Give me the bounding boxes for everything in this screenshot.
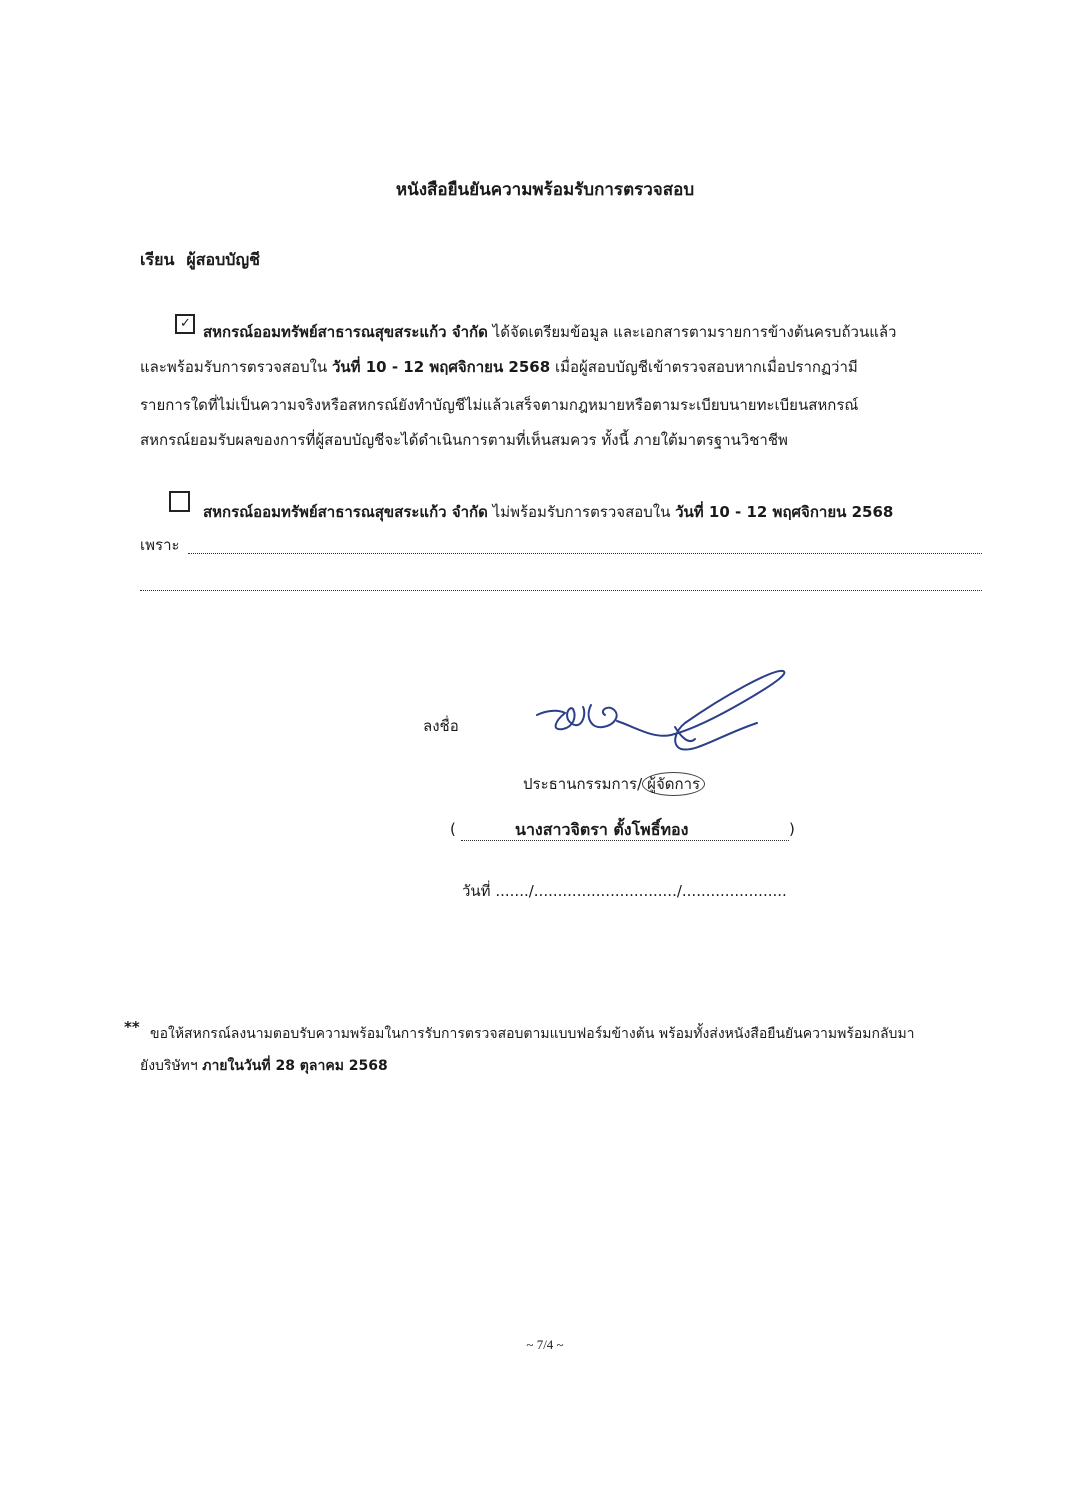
name-open-paren: (	[450, 820, 456, 838]
note-deadline: ภายในวันที่ 28 ตุลาคม 2568	[202, 1058, 388, 1074]
ready-checkbox[interactable]	[175, 314, 195, 334]
signer-name: นางสาวจิตรา ตั้งโพธิ์ทอง	[515, 820, 689, 839]
date-line	[462, 879, 787, 903]
name-close-paren: )	[789, 820, 795, 838]
date-label: วันที่	[462, 882, 491, 900]
signer-position	[523, 772, 705, 796]
ready-line-1	[203, 321, 896, 343]
checkmark-icon: ✓	[180, 316, 191, 331]
ready-line2-start: และพร้อมรับการตรวจสอบใน	[140, 358, 328, 376]
page-number: ~ 7/4 ~	[526, 1337, 564, 1352]
document-title: หนังสือยืนยันความพร้อมรับการตรวจสอบ	[395, 180, 695, 200]
ready-org-name: สหกรณ์ออมทรัพย์สาธารณสุขสระแก้ว จำกัด	[203, 323, 488, 341]
reason-label: เพราะ	[140, 536, 180, 554]
signature-image	[525, 665, 795, 765]
reason-dotted-line-1[interactable]	[188, 553, 982, 554]
note-line-2	[140, 1055, 388, 1077]
not-ready-org-name: สหกรณ์ออมทรัพย์สาธารณสุขสระแก้ว จำกัด	[203, 503, 488, 521]
ready-date-range: วันที่ 10 - 12 พฤศจิกายน 2568	[331, 358, 551, 376]
ready-line-2	[140, 356, 858, 378]
reason-dotted-line-2[interactable]	[140, 590, 982, 591]
sign-label: ลงชื่อ	[423, 717, 459, 735]
ready-line1-rest: ได้จัดเตรียมข้อมูล และเอกสารตามรายการข้างต้นครบถ้วนแล้ว	[492, 323, 897, 341]
note-marker: **	[124, 1018, 140, 1036]
position-prefix: ประธานกรรมการ/	[523, 775, 643, 793]
not-ready-date-range: วันที่ 10 - 12 พฤศจิกายน 2568	[675, 503, 894, 521]
salutation-recipient: ผู้สอบบัญชี	[186, 250, 260, 269]
date-blank[interactable]: ......./............................../......................	[495, 882, 787, 900]
not-ready-line	[203, 501, 893, 523]
ready-line-4: สหกรณ์ยอมรับผลของการที่ผู้สอบบัญชีจะได้ดำเนินการตามที่เห็นสมควร ทั้งนี้ ภายใต้มาตรฐานวิชาชีพ	[140, 431, 788, 449]
salutation	[140, 248, 260, 273]
position-circled: ผู้จัดการ	[642, 772, 705, 796]
not-ready-checkbox[interactable]	[169, 491, 190, 512]
ready-line-3: รายการใดที่ไม่เป็นความจริงหรือสหกรณ์ยังทำบัญชีไม่แล้วเสร็จตามกฎหมายหรือตามระเบียบนายทะเบียนสหกรณ์	[140, 396, 859, 414]
note-line2-start: ยังบริษัทฯ	[140, 1058, 198, 1074]
ready-line2-end: เมื่อผู้สอบบัญชีเข้าตรวจสอบหากเมื่อปรากฏว่ามี	[554, 358, 858, 376]
note-line-1: ขอให้สหกรณ์ลงนามตอบรับความพร้อมในการรับการตรวจสอบตามแบบฟอร์มข้างต้น พร้อมทั้งส่งหนังสือยืนยันความพร้อมกลับมา	[150, 1026, 915, 1042]
not-ready-text: ไม่พร้อมรับการตรวจสอบใน	[492, 503, 671, 521]
salutation-label: เรียน	[140, 250, 175, 269]
